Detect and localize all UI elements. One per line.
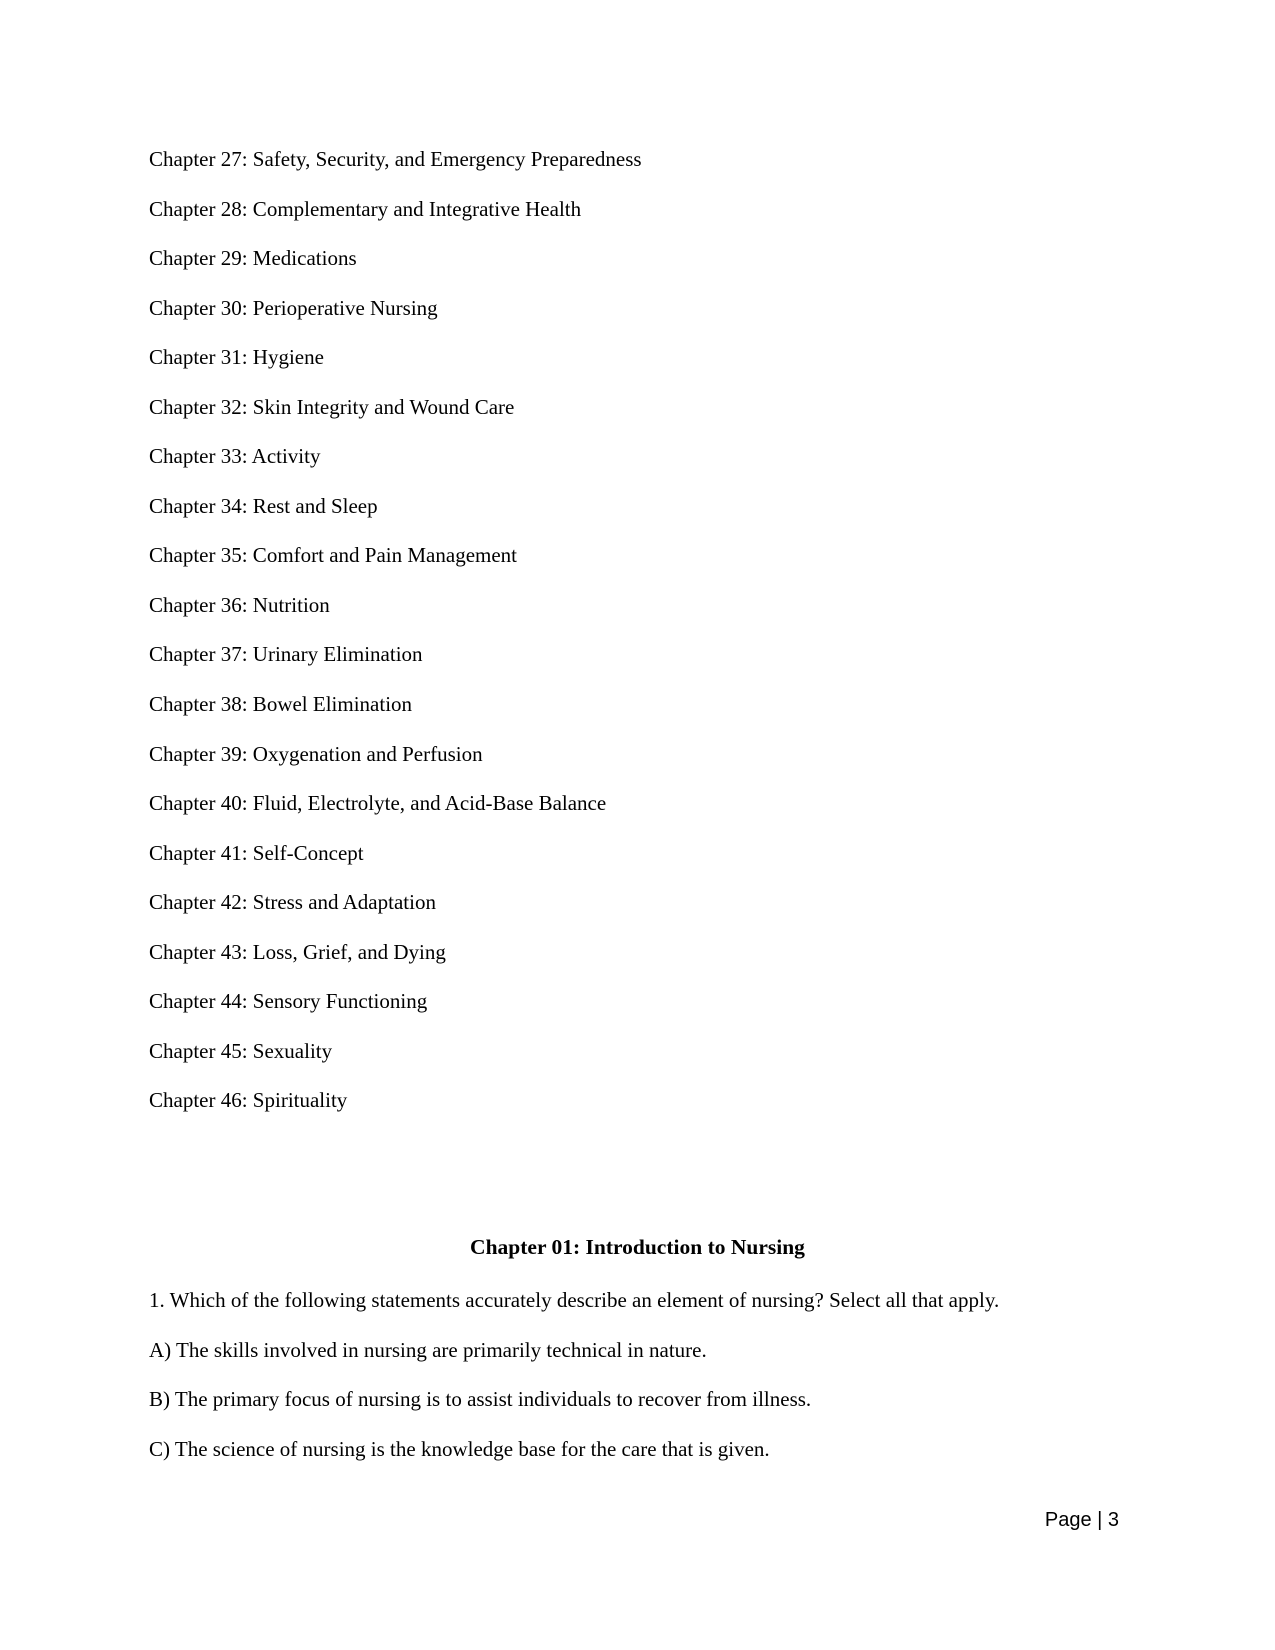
toc-item: Chapter 41: Self-Concept: [149, 840, 364, 865]
toc-item: Chapter 33: Activity: [149, 444, 321, 469]
toc-item: Chapter 32: Skin Integrity and Wound Care: [149, 394, 515, 419]
toc-item: Chapter 38: Bowel Elimination: [149, 692, 413, 717]
answer-option: C) The science of nursing is the knowledge base for the care that is given.: [149, 1436, 770, 1461]
toc-item: Chapter 43: Loss, Grief, and Dying: [149, 939, 446, 964]
table-of-contents: [149, 147, 642, 1138]
toc-item: Chapter 37: Urinary Elimination: [149, 642, 423, 667]
chapter-heading: Chapter 01: Introduction to Nursing: [470, 1235, 805, 1259]
toc-item: Chapter 40: Fluid, Electrolyte, and Acid-Base Balance: [149, 791, 607, 816]
toc-item: Chapter 30: Perioperative Nursing: [149, 295, 438, 320]
toc-item: Chapter 42: Stress and Adaptation: [149, 890, 436, 915]
toc-item: Chapter 39: Oxygenation and Perfusion: [149, 741, 483, 766]
toc-item: Chapter 45: Sexuality: [149, 1038, 333, 1063]
toc-item: Chapter 31: Hygiene: [149, 345, 324, 370]
toc-item: Chapter 36: Nutrition: [149, 592, 330, 617]
toc-item: Chapter 34: Rest and Sleep: [149, 493, 378, 518]
question-block: [149, 1288, 999, 1486]
toc-item: Chapter 46: Spirituality: [149, 1088, 348, 1113]
toc-item: Chapter 27: Safety, Security, and Emergency Preparedness: [149, 147, 642, 171]
answer-option: B) The primary focus of nursing is to assist individuals to recover from illness.: [149, 1387, 812, 1411]
toc-item: Chapter 35: Comfort and Pain Management: [149, 543, 518, 568]
toc-item: Chapter 29: Medications: [149, 246, 357, 271]
question-stem: 1. Which of the following statements accurately describe an element of nursing? Select all that apply.: [149, 1288, 1000, 1312]
toc-item: Chapter 28: Complementary and Integrative Health: [149, 196, 582, 221]
toc-item: Chapter 44: Sensory Functioning: [149, 989, 428, 1014]
page-number: Page | 3: [1044, 1509, 1119, 1531]
answer-option: A) The skills involved in nursing are primarily technical in nature.: [149, 1337, 707, 1362]
